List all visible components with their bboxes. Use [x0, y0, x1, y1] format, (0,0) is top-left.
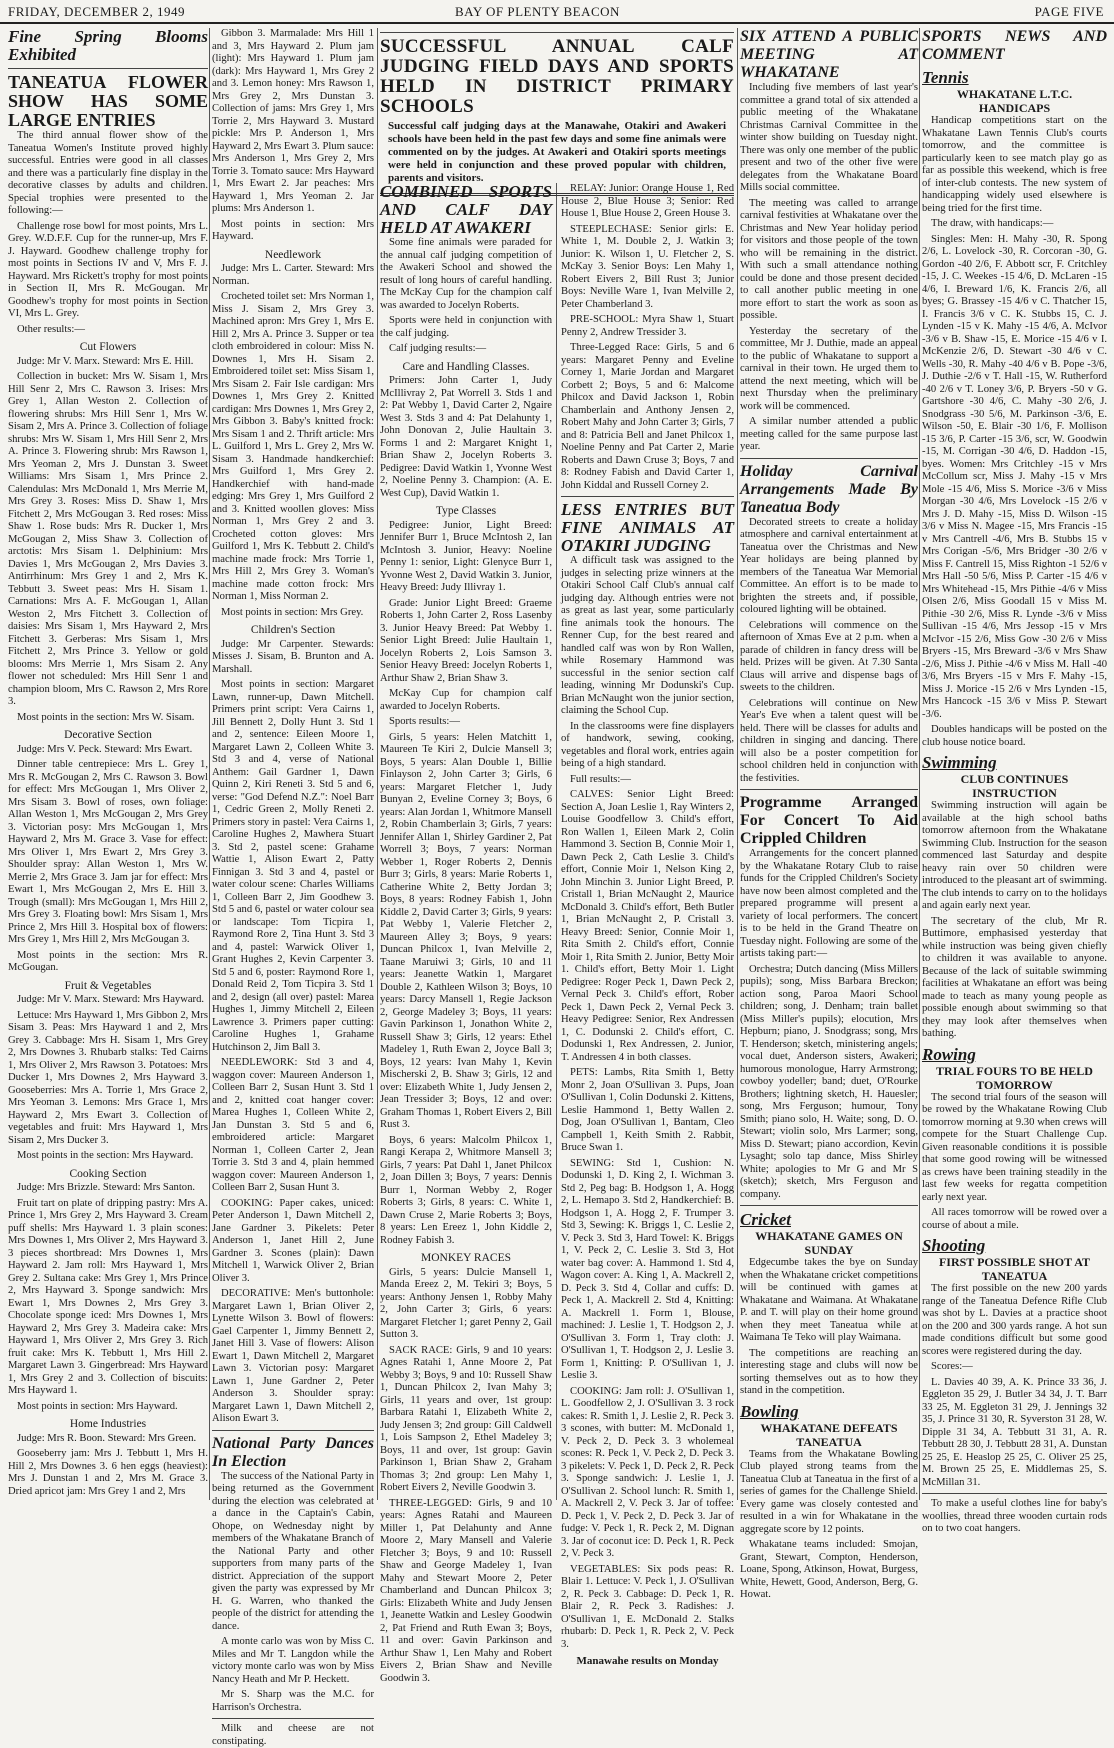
- divider: [740, 458, 918, 459]
- results-paragraph: Boys, 6 years: Malcolm Philcox 1, Rangi Kerapa 2, Whitmore Mansell 3; Girls, 7 years: Pat Dahl 1, Janet Philcox 2, Joan Dillen 3; Boys, 7 years: Dennis Burr 1, Norman Webby 2, Roger Roberts 3; Girls, 8 years: C. White 1, Dawn Cruse 2, Marie Roberts 3; Boys, 8 years: Len Ereez 1, John Kiddle 2, Rodney Fabish 3.: [380, 1134, 552, 1246]
- continuation-note: Manawahe results on Monday: [576, 1655, 719, 1667]
- column-1: [8, 28, 208, 1500]
- column-rule: [209, 28, 210, 1500]
- article-paragraph: Orchestra; Dutch dancing (Miss Millers pupils); song, Miss Barbara Breckon; action song, Paroa Maori School children; song, J. Denham; train ballet (Miss Miller's pupils); elocution, Mrs Hepburn; piano, J. Snodgrass; song, Mrs T. Henderson; sketch, ministering angels; vocal duet, Anderson sisters, Awakeri; humorous monologue, Harry Armstrong; cowboy yodeller; band; duet, O'Rourke Brothers; lightning sketch, H. Hauesler; song, Mrs Ferguson; humour, Tony Smith; piano solo, H. Waite; song, D. O. Stewart; violin solo, Mrs Larmer; song, Miss D. Stewart; piano accordion, Kevin Lysaght; solo tap dance, Miss Shirley White; apologies to Mr G and Mr S (sketch); sketch, Mrs Ferguson and company.: [740, 963, 918, 1200]
- column-rule: [377, 28, 378, 1500]
- results-paragraph: COOKING: Paper cakes, uniced: Peter Anderson 1, Dawn Mitchell 2, Jane Gardner 3. Pikelets: Peter Anderson 1, Janet Hill 2, June Gardner 3. Scones (plain): Dawn Mitchell 1, Warwick Oliver 2, Brian Oliver 3.: [212, 1197, 374, 1284]
- points-line: Most points in section: Mrs Hayward.: [17, 1400, 178, 1412]
- calf-judging-headline: SUCCESSFUL ANNUAL CALF JUDGING FIELD DAYS AND SPORTS HELD IN DISTRICT PRIMARY SCHOOLS: [380, 36, 734, 117]
- filler-note: To make a useful clothes line for baby's woollies, thread three wooden curtain rods on to two coat hangers.: [922, 1498, 1107, 1534]
- results-paragraph: SACK RACE: Girls, 9 and 10 years: Agnes Ratahi 1, Anne Moore 2, Pat Webby 3; Boys, 9 and 10: Russell Shaw 1, Duncan Philcox 2, Ivan Mahy 3; Girls, 11 years and over, 1st group: Barbara Ratahi 1, Elizabeth White 2, Judy Jensen 3; 2nd group: Gill Caldwell 1, Lois Sampson 2, Ethel Madeley 3; Boys, 11 and over, 1st group: Gavin Parkinson 1, Brian Shaw 2, Graham Thomas 3; 2nd group: Len Mahy 1, Robert Eivers 2, Neville Goodwin 3.: [380, 1344, 552, 1493]
- page-number: PAGE FIVE: [1034, 4, 1104, 19]
- bowling-heading: Bowling: [740, 1401, 799, 1421]
- awakeri-headline: COMBINED SPORTS AND CALF DAY HELD AT AWAKERI: [380, 182, 552, 237]
- article-paragraph: The success of the National Party in being returned as the Government during the election was celebrated at a dance in the Captain's Cabin, Ohope, on Wednesday night by members of the Whakatane Branch of the National Party and other supporters from many parts of the district. Appreciation of the support given the party was expressed by Mr H. G. Warren, who thanked the people of the district for attending the dance.: [212, 1470, 374, 1632]
- tennis-heading: Tennis: [922, 68, 969, 87]
- concert-headline: Programme Arranged For Concert To Aid Crippled Children: [740, 794, 918, 847]
- results-paragraph: SEWING: Std 1, Cushion: N. Dodunski 1, D. King 2, I. Wichman 3. Std 2, Peg bag: B. Hodgson 1, A. Hogg 2, L. Hemapo 3. Std 2, Handkerchief: B. Hodgson 1, A. Hogg 2, F. Trumper 3. Std 3, Sewing: K. Briggs 1, C. Leslie 2, V. Peck 3. Std 3, Hard Towel: K. Briggs 1, V. Peck 2, C. Leslie 3. Std 3, Hot water bag cover: A. Hammond 1. Std 4, Wagon cover: A. King 1, A. Mackrell 2, D. Peck 3. Std 4, Collar and cuffs: D. Peck 1, A. Mackrell 2. Std 4, Knitting: A. Mackrell 1. Form 1, Blouse, machined: J. Leslie 1, T. Hodgson 2, J. O'Sullivan 3. Form 1, Tray cloth: J. O'Sullivan 1, T. Hodgson 2, J. Leslie 3. Form 1, Knitting: P. O'Sullivan 1, J. Leslie 3.: [561, 1157, 734, 1381]
- article-paragraph: Teams from the Whakatane Bowling Club played strong teams from the Taneatua Club at Taneatua in the first of a series of games for the Challenge Shield. Every game was closely contested and resulted in a win for Whakatane in the aggregate score by 12 points.: [740, 1448, 918, 1535]
- results-paragraph: McKay Cup for champion calf awarded to Jocelyn Roberts.: [380, 688, 552, 712]
- results-paragraph: CALVES: Senior Light Breed: Section A, Joan Leslie 1, Ray Winters 2, Louise Goodfellow 3. Child's effort, Ron Wallen 1, Eileen Mark 2, Colin Hammond 3. Section B, Connie Moir 1, Dawn Peck 2, Cath Leslie 3. Child's effort, Connie Moir 1, Nelson King 2, John Minchin 3. Junior Light Breed, P. Cristall 1, Brian McNaught 2, Maurice McDonald 3. Child's effort, Beth Butler 1, Brian McNaught 2, P. Cristall 3. Heavy Breed: Senior, Connie Moir 1, Rita Smith 2. Child's effort, Connie Moir 1, Rita Smith 2. Junior, Betty Moir 1. Child's effort, Betty Moir 1. Light Pedigree: Roger Peck 1, Dawn Peck 2, Vernal Peck 3. Child's effort, Rober Peck 1, Dawn Peck 2, Vernal Peck 3. Heavy Pedigree: Senior, Rex Andressen 1, C. Dodunski 2. Child's effort, C. Dodunski 1, Rex Andressen, 2. Junior, T. Andressen 4 in both classes.: [561, 789, 734, 1063]
- article-paragraph: Swimming instruction will again be available at the high school baths tomorrow afternoon from the Whakatane Swimming Club. Instruction for the season commenced last Saturday and despite heavy rain over 50 children were introduced to the pleasant art of swimming. The club intends to carry on to the holidays and again early next year.: [922, 800, 1107, 911]
- section-heading: Fruit & Vegetables: [64, 979, 152, 992]
- article-paragraph: Scores:—: [931, 1361, 973, 1372]
- divider: [740, 789, 918, 790]
- cricket-subheading: WHAKATANE GAMES ON SUNDAY: [755, 1229, 903, 1257]
- article-paragraph: Full results:—: [570, 773, 631, 785]
- article-paragraph: Decorated streets to create a holiday atmosphere and carnival entertainment at Taneatua over the Christmas and New Year holidays are being planned by members of the Taneatua War Memorial Committee. An effort is to be made to brighten the streets and, if possible, coloured lighting will be obtained.: [740, 516, 918, 615]
- sports-news-headline: SPORTS NEWS AND COMMENT: [922, 28, 1107, 63]
- article-paragraph: Edgecumbe takes the bye on Sunday when the Whakatane cricket competitions will be continued with games at Whakatane and Waimana. At Whakatane P. and T. will play on their home ground when they meet Taneatua while at Waimana Te Teko will play Waimana.: [740, 1257, 918, 1343]
- results-paragraph: STEEPLECHASE: Senior girls: E. White 1, M. Double 2, J. Watkin 3; Junior: K. Wilson 1, U. Fletcher 2, S. McKay 3. Senior Boys: Len Mahy 1, Robert Eivers 2, Bill Rust 3; Junior Boys: Neville Ware 1, Ivan Melville 2, Peter Chamberland 3.: [561, 223, 734, 310]
- rowing-heading: Rowing: [922, 1044, 976, 1064]
- results-paragraph: Lettuce: Mrs Hayward 1, Mrs Gibbon 2, Mrs Sisam 3. Peas: Mrs Hayward 1 and 2, Mrs Grey 3. Cabbage: Mrs H. Sisam 1, Mrs Grey 2, Mrs Downes 3. Rhubarb stalks: Ted Cairns 1, Mrs Oliver 2, Mrs Rawson 3. Potatoes: Mrs Ducker 1, Mrs Downes 2, Mrs Hayward 3. Gooseberries: Mrs A. Torrie 1, Mrs Grace 2, Mrs Yeoman 3. Lemons: Mrs Grace 1, Mrs Hayward 2, Mrs Ewart 3. Collection of vegetables and fruit: Mrs Hayward 1, Mrs Sisam 2, Mrs Ducker 3.: [8, 1009, 208, 1146]
- judge-line: Judge: Mrs Brizzle. Steward: Mrs Santon.: [17, 1182, 196, 1193]
- article-paragraph: Celebrations will commence on the afternoon of Xmas Eve at 2 p.m. when a parade of children in fancy dress will be held. Prizes will be given. At 7.30 Santa Claus will arrive and dispense bags of sweets to the children.: [740, 619, 918, 693]
- divider: [212, 1430, 374, 1431]
- article-paragraph: The first possible on the new 200 yards range of the Taneatua Defence Rifle Club was shot by L. Davies at a practice shoot on the 200 and 300 yards range. A hot sun made conditions difficult but some good scores were registered during the day.: [922, 1283, 1107, 1357]
- results-paragraph: PETS: Lambs, Rita Smith 1, Betty Monr 2, Joan O'Sullivan 3. Pups, Joan O'Sullivan 1, Colin Dodunski 2. Kittens, Leslie Hammond 1, Betty Wallen 2. Dog, Joan O'Sullivan 1, Bantam, Cleo Campbell 1, Keith Smith 2. Rabbit, Bruce Swan 1.: [561, 1067, 734, 1153]
- article-paragraph: Arrangements for the concert planned by the Whakatane Rotary Club to raise funds for the Crippled Children's Society have now been almost completed and the prepared programme will present a variety of local performers. The concert is to be held in the Grand Theatre on Tuesday night. Following are some of the artists taking part:—: [740, 848, 918, 959]
- section-heading: Children's Section: [250, 624, 336, 636]
- article-paragraph: The competitions are reaching an interesting stage and clubs will now be sorting themselves out as to how they stand in the competition.: [740, 1347, 918, 1396]
- article-paragraph: The third annual flower show of the Taneatua Women's Institute proved highly successful. Entries were good in all classes and there was a particularly fine display in the decorative classes by adults and children. Special trophies were presented to the following:—: [8, 130, 208, 216]
- flower-show-headline: TANEATUA FLOWER SHOW HAS SOME LARGE ENTRIES: [8, 72, 208, 130]
- section-heading: MONKEY RACES: [421, 1252, 511, 1264]
- results-paragraph: PRE-SCHOOL: Myra Shaw 1, Stuart Penny 2, Andrew Tressider 3.: [561, 314, 734, 338]
- divider: [380, 32, 734, 33]
- results-paragraph: Gibbon 3. Marmalade: Mrs Hill 1 and 3, Mrs Hayward 2. Plum jam (light): Mrs Hayward 1. Plum jam (dark): Mrs Hayward 1, Mrs Grey 2 and 3. Lemon honey: Mrs Rawson 1, Mrs Grey 2, Mrs Dunstan 3. Collection of jams: Mrs Grey 1, Mrs Torrie 2, Mrs Hayward 3. Mustard pickle: Mrs P. Anderson 1, Mrs Hayward 2, Mrs Ewart 3. Plum sauce: Mrs Anderson 1, Mrs Grey 2, Mrs Torrie 3. Tomato sauce: Mrs Hayward 1, Mrs Ewart 2. Jar peaches: Mrs Hayward 1, Mrs Yeoman 2. Jar plums: Mrs Anderson 1.: [212, 28, 374, 214]
- results-paragraph: Girls, 5 years: Dulcie Mansell 1, Manda Ereez 2, M. Tekiri 3; Boys, 5 years: Anthony Jensen 1, Robby Mahy 2, John Carter 3; Girls, 6 years: Margaret Fletcher 1; garet Penny 2, Gail Sutton 3.: [380, 1266, 552, 1340]
- masthead: [0, 0, 1114, 24]
- calf-judging-lead: Successful calf judging days at the Manawahe, Otakiri and Awakeri schools have been held in the past few days and some fine animals were commented on by the judges. At Awakeri and Otakiri sports meetings were held in conjunction and these proved popular with children, parents and visitors.: [388, 120, 726, 184]
- points-line: Most points in section: Mrs Hayward.: [212, 218, 374, 242]
- points-line: Most points in section: Mrs Grey.: [221, 606, 364, 618]
- article-paragraph: The draw, with handicaps:—: [931, 218, 1054, 229]
- article-paragraph: Celebrations will continue on New Year's Eve when a talent quest will be held. There will be classes for adults and children in singing and dancing. There will also be a poster competition for school children held in conjunction with the festivities.: [740, 697, 918, 784]
- column-rule: [919, 28, 920, 1500]
- results-paragraph: VEGETABLES: Six pods peas: R. Blair 1. Lettuce: V. Peck 1, J. O'Sullivan 2, R. Peck 3. Cabbage: D. Peck 1, R. Blair 2, R. Peck 3. Radishes: J. O'Sullivan 1, E. McDonald 2. Stalks rhubarb: D. Peck 1, R. Peck 2, V. Peck 3.: [561, 1563, 734, 1650]
- national-party-headline: National Party Dances In Election: [212, 1434, 374, 1470]
- divider: [212, 1718, 374, 1719]
- article-paragraph: A monte carlo was won by Miss C. Miles and Mr T. Langdon while the victory monte carlo was won by Miss Nancy Heath and Mr P. Heckett.: [212, 1636, 374, 1685]
- results-paragraph: Crocheted toilet set: Mrs Norman 1, Miss J. Sisam 2, Mrs Grey 3. Machined apron: Mrs Grey 1, Mrs E. Hill 2, Mrs A. Prince 3. Supper or tea cloth embroidered in colour: Miss N. Downes 1, Mrs H. Sisam 2. Embroidered toilet set: Miss Sisam 1, Mrs Sisam 2. Fair Isle cardigan: Mrs Downes 1, Mrs Grey 2. Knitted cardigan: Mrs Downes 1, Mrs Grey 2, Mrs Gibbon 3. Baby's knitted frock: Mrs Sisam 1 and 2. Thrift article: Mrs L. Guilford 1, Mrs L. Grey 2, Mrs W. Sisam 3. Handmade handkerchief: Mrs Guilford 1, Mrs Grey 2. Handkerchief with hand-made edging: Mrs Grey 1, Mrs Guilford 2 and 3. Knitted woollen gloves: Miss Norman 1, Mrs Grey 2 and 3. Crocheted cotton gloves: Mrs Guilford 1, Mrs K. Tebbutt 2. Child's machine made frock: Mrs Torrie 1, Mrs Hill 2, Mrs Grey 3. Woman's machine made cotton frock: Mrs Norman 1, Miss Norman 2.: [212, 291, 374, 602]
- section-heading: Care and Handling Classes.: [402, 360, 530, 373]
- divider: [561, 496, 734, 497]
- judge-line: Judge: Mr V. Marx. Steward: Mrs E. Hill.: [17, 355, 194, 367]
- article-paragraph: Challenge rose bowl for most points, Mrs L. Grey. W.D.F.F. Cup for the runner-up, Mrs F. J. Hayward. Goodhew challenge trophy for most points in Sections IV and V, Mrs F. J. Hayward. Mrs Rickett's trophy for most points in Section II, Mrs R. McGougan. Mr Goodhew's trophy for most points in Section VI, Mrs L. Grey.: [8, 220, 208, 319]
- points-line: Most points in the section: Mrs R. McGougan.: [8, 949, 208, 973]
- rowing-subheading: TRIAL FOURS TO BE HELD TOMORROW: [936, 1063, 1093, 1092]
- results-paragraph: NEEDLEWORK: Std 3 and 4, waggon cover: Maureen Anderson 1, Colleen Barr 2, Susan Hunt 3. Std 1 and 2, knitted coat hanger cover: Marea Hughes 1, Colleen White 2, Jan Dunstan 3. Std 5 and 6, embroidered article: Margaret Norman 1, Colleen Carter 2, Jean Torrie 3. Std 3 and 4, plain hemmed waggon cover: Maureen Anderson 1, Colleen Barr 2, Susan Hunt 3.: [212, 1057, 374, 1193]
- results-paragraph: Most points in section: Margaret Lawn, runner-up, Dawn Mitchell. Primers print script: Vera Cairns 1, Jill Bennett 2, Dolly Hunt 3. Std 1 and 2, sentence: Eileen Moore 1, Margaret Lawn 2, Colleen White 3. Std 3 and 4, verse of National Anthem: Gail Gardner 1, Dawn Quinn 2, Kiri Reneti 3. Std 5 and 6, verse: "God Defend N.Z.": Noel Barr 1, Cedric Green 2, Molly Reneti 2. Primers story in pastel: Vera Cairns 1, Caroline Hughes 2, Mawhera Stuart 3. Std 2, pastel scene: Grahame Wattie 1, Alison Ewart 2, Patty Finnigan 3. Std 3 and 4, pastel or water colour scene: Charles Williams 1, Colleen Barr 2, Jim Goodhew 3. Std 5 and 6, pastel or water colour sea or landscape: Tom Ticpira 1, Raymond Rore 2, Tina Hunt 3. Std 3 and 4, pastel: Warwick Oliver 1, Grant Hughes 2, Kevin Carpenter 3. Std 5 and 6, poster: Raymond Rore 1, Donald Reid 2, Tom Ticpira 3. Std 1 and 2, design (all over) pastel: Marea Hughes 1, Jimmy Mitchell 2, Eileen Lawrence 3. Primers paper cutting: Caroline Hughes 1, Grahame Hutchinson 2, Jim Ball 3.: [212, 679, 374, 1053]
- article-paragraph: Other results:—: [17, 323, 85, 335]
- cricket-heading: Cricket: [740, 1210, 791, 1229]
- results-paragraph: Singles: Men: H. Mahy -30, R. Spong 2/6, L. Lovelock -30, R. Corcoran -30, G. Gordon -40 2/6, F. Abbott scr, F. Critchley -15, J. C. Weekes -15 4/6, D. McLaren -15 4/6, I. Breward 1/6, K. Francis 2/6, all byes; G. Brassey -15 4/6 v C. Thatcher 15, I. Francis 3/6 v C. K. Stubbs 15, C. J. Lynden -15 v K. Mahy -15 4/6, A. McIvor -3/6 v B. Shaw -15, E. Morice -15 4/6 v I. McKenzie 2/6, D. Stewart -30 4/6 v C. Wells -30, R. Mahy -40 4/6 v B. Pope -3/6, J. Duthie -2/6 v T. Hall -15, W. Rutherford -40 2/6 v T. Loney 3/6, P. Bryers -50 v G. Gartshore -30 4/6, C. Mahy -30 2/6, J. Snodgrass -30 5/6, M. Parkinson -3/6, E. Wilson -50, E. Blair -30 1/6, F. Mollison -15 3/6, P. Carter -15 3/6, scr, W. Goodwin -15, M. Corrigan -30 4/6, D. Haddon -15, byes. Women: Mrs Critchley -15 v Mrs McCollum scr, Miss J. Mahy -15 v Mrs Mole -15 4/6, Miss S. Morice -3/6 v Miss Morgan -30 4/6, Mrs Lovelock -15 2/6 v Mrs J. D. Mahy -15, Miss D. Wilson -15 3/6 v Miss N. Magee -15, Mrs Francis -15 v Mrs Cantrell -4/6, Mrs B. Stubbs 15 v Mrs Corigan -5/6, Mrs Bridger -30 2/6 v Miss F. Cantrell 15, Miss Righton -1 52/6 v Mrs Hall -50 5/6, Miss P. Carter -15 4/6 v Mrs Whitehead -15, Mrs Pithie -4/6 v Miss Olsen 2/6, Miss Goodall 15 v Miss M. Pithie -30 2/6, Miss R. Lynde -3/6 v Miss Sullivan -15 4/6, Mrs Jessop -15 v Mrs McIvor -15 2/6, Miss Gow -30 2/6 v Miss Bryers -15, Mrs Breward -3/6 v Mrs Shaw -2/6, Miss J. Pithie -4/6 v Miss M. Hall -40 3/6, Mrs Bryers -15 v Mrs F. Mahy -15, Miss J. Morice -15 2/6 v Mrs Lynden -15, Mrs Hancock -15 3/6 v Miss P. Stewart -3/6.: [922, 233, 1107, 720]
- calf-judging-header: [380, 28, 734, 184]
- column-2: [212, 28, 374, 1747]
- results-paragraph: Gooseberry jam: Mrs J. Tebbutt 1, Mrs H. Hill 2, Mrs Downes 3. 6 hen eggs (heaviest): Mrs J. Dunstan 1 and 2, Mrs M. Grace 3. Dried apricot jam: Mrs Grey 1 and 2, Mrs: [8, 1448, 208, 1497]
- results-paragraph: Primers: John Carter 1, Judy McIllivray 2, Pat Worrell 3. Stds 1 and 2: Pat Webby 1, David Carter 2, Ngaire West 3. Stds 3 and 4: Pat Delahunty 1, John Donovan 2, Julie Haultain 3. Forms 1 and 2: Margaret Knight 1, Brian Shaw 2, Jocelyn Roberts 3. Pedigree: David Watkin 1, Yvonne West 2, Noeline Penny 3. Champion: (A. E. West Cup), David Watkin 1.: [380, 375, 552, 499]
- section-heading: Decorative Section: [64, 729, 152, 741]
- bowling-subheading: WHAKATANE DEFEATS TANEATUA: [760, 1420, 898, 1449]
- judge-line: Judge: Mrs R. Boon. Steward: Mrs Green.: [17, 1432, 197, 1444]
- points-line: Most points in the section: Mrs W. Sisam.: [17, 711, 195, 723]
- swimming-heading: Swimming: [922, 753, 997, 772]
- results-paragraph: Dinner table centrepiece: Mrs L. Grey 1, Mrs R. McGougan 2, Mrs C. Rawson 3. Bowl for effect: Mrs McGougan 1, Mrs Oliver 2, Mrs Sisam 3. Bowl of roses, own foliage: Allan Weston 1, Mrs McGougan 2, Mrs Grey 3. Victorian posy: Mrs McGougan 1, Mrs Hayward 2, Mrs M. Grace 3. Vase for effect: Mrs Oliver 1, Mrs Ewart 2, Mrs Grey 3. Shoulder spray: Allan Weston 1, Mrs W. Merrie 2, Mrs Grace 3. Jam jar for effect: Mrs Ewart 1, Mrs McGougan 2, Mrs E. Hill 3. Trough (small): Mrs McGougan 1, Mrs Hill 2, Mrs Grey 3. Floating bowl: Mrs Sisam 1, Mrs Prince 2, Mrs Hill 3. Hospital box of flowers: Mrs Grey 1, Mrs Hill 2, Mrs McGougan 3.: [8, 759, 208, 945]
- results-paragraph: Fruit tart on plate of dripping pastry: Mrs A. Prince 1, Mrs Grey 2, Mrs Hayward 3. Cream puff shells: Mrs Hayward 1. 3 plain scones: Mrs Downes 1, Mrs Oliver 2, Mrs Hayward 3. 3 pieces shortbread: Mrs Downes 1, Mrs Hayward 2. Jam roll: Mrs Hayward 1, Mrs Grey 2. Sultana cake: Mrs Grey 1, Mrs Prince 2, Mrs Hayward 3. Sponge sandwich: Mrs Ewart 1, Mrs Downes 2, Mrs Grey 3. Chocolate sponge iced: Mrs Downes 1, Mrs Hayward 2, Mrs Grey 3. Madeira cake: Mrs Hayward 1, Mrs Oliver 2, Mrs Grey 3. Rich fruit cake: Mrs K. Tebbutt 1, Mrs Hill 2. Margaret Lawn 3. Gingerbread: Mrs Hayward 1, Mrs Grey 2 and 3. Collection of biscuits: Mrs Hayward 1.: [8, 1197, 208, 1396]
- article-paragraph: The secretary of the club, Mr R. Buttimore, emphasised yesterday that while instruction was being given chiefly to children it was available to anyone. Because of the lack of suitable swimming facilities at Whakatane an effort was being made to teach as many young people as possible enough about swimming so that they may look after themselves when bathing.: [922, 915, 1107, 1039]
- otakiri-headline: LESS ENTRIES BUT FINE ANIMALS AT OTAKIRI JUDGING: [561, 500, 734, 555]
- filler-note: Milk and cheese are not constipating.: [212, 1723, 374, 1747]
- article-paragraph: Whakatane teams included: Smojan, Grant, Stewart, Compton, Henderson, Loane, Spong, Atkinson, Howat, Burgess, White, Hewett, Good, Anderson, Berg, G. Howat.: [740, 1539, 918, 1600]
- article-paragraph: Handicap competitions start on the Whakatane Lawn Tennis Club's courts tomorrow, and the committee is particularly keen to see match play go as far as possible this weekend, which is free of inter-club contests. The new system of handicapping widely used elsewhere is being tried for the first time.: [922, 115, 1107, 214]
- results-paragraph: Three-Legged Race: Girls, 5 and 6 years: Margaret Penny and Eveline Corney 1, Marie Jordan and Margaret Corbett 2; Boys, 5 and 6: Malcome Philcox and David Jackson 1, Robin Chamberlain and Anthony Jensen 2, Robert Mahy and John Carter 3; Girls, 7 and 8: Patricia Bell and Janet Philcox 1, Noeline Penny and Pat Carter 2, Marie Roberts and Dawn Cruse 3; Boys, 7 and 8: Rodney Fabish and David Carter 1, John Kiddal and Russell Corney 2.: [561, 342, 734, 491]
- divider: [8, 68, 208, 69]
- divider: [740, 1205, 918, 1206]
- results-paragraph: Sports results:—: [389, 716, 460, 727]
- issue-date: FRIDAY, DECEMBER 2, 1949: [8, 4, 186, 19]
- article-paragraph: Yesterday the secretary of the committee, Mr J. Duthie, made an appeal to the public of Whakatane to support a carnival in their town. He urged them to attend the next meeting, which will be next Thursday when the preliminary work will be commenced.: [740, 325, 918, 412]
- divider: [922, 1493, 1107, 1494]
- results-paragraph: Collection in bucket: Mrs W. Sisam 1, Mrs Hill Senr 2, Mrs C. Rawson 3. Irises: Mrs Grey 1, Allan Weston 2. Collection of flowering shrubs: Mrs Hill Senr 1, Mrs W. Sisam 2, Mrs A. Prince 3. Collection of foliage shrubs: Mrs W. Sisam 1, Mrs Hill Senr 2, Mrs A. Prince 3. Flowering shrub: Mrs Rawson 1, Mrs Yeoman 2, Mrs J. Dunstan 3. Sweet Williams: Mrs Sisam 1, Mrs Prince 2. Calendulas: Mrs McDonald 1, Mrs Merrie M, Mrs Grey 3. Roses: Miss D. Shaw 1, Mrs Fitchett 2, Mrs McGougan 3. Red roses: Miss Shaw 1. Rose buds: Mrs R. Ducker 1, Mrs McGougan 2, Miss Shaw 3. Collection of arctotis: Mrs Sisam 1. Delphinium: Mrs Davies 1, Mrs McGougan 2, Mrs Davies 3. Antirrhinum: Mrs Grey 1 and 2, Mrs K. Tebbutt 3. Sweet peas: Mrs H. Sisam 1. Carnations: Mrs A. F. McGougan 1, Allan Weston 2, Mrs Fitchett 3. Collection of daisies: Mrs Sisam 1, Mrs Hayward 2, Mrs Fitchett 3. Gerberas: Mrs Sisam 1, Mrs Fitchett 2, Mrs Prince 3. Yellow or gold blooms: Mrs Merrie 1, Mrs Sisam 2. Any flower not scheduled: Mrs Hill Senr 1 and champion bloom, Mrs C. Rawson 2, Mrs Rore 3.: [8, 371, 208, 707]
- section-heading: Cooking Section: [69, 1167, 147, 1180]
- flower-show-kicker: Fine Spring Blooms Exhibited: [8, 27, 208, 64]
- article-paragraph: Sports were held in conjunction with the calf judging.: [380, 315, 552, 339]
- column-rule: [737, 28, 738, 1500]
- points-line: Most points in the section: Mrs Hayward.: [17, 1150, 194, 1161]
- judge-line: Judge: Mrs L. Carter. Steward: Mrs Norman.: [212, 263, 374, 287]
- column-4: [740, 28, 918, 1600]
- article-paragraph: A difficult task was assigned to the judges in selecting prize winners at the Otakiri School Calf Club's annual calf judging day. Although entries were not as great as last year, some particularly fine animals took the honours. The Renner Cup, for the best reared and handled calf was won by Ron Wallen, while Rosemary Hammond was successful in the senior section calf leading, winning Mr Dodunski's Cup. Brian McNaught won the junior section, claiming the School Cup.: [561, 555, 734, 716]
- tennis-subheading: WHAKATANE L.T.C. HANDICAPS: [956, 87, 1073, 115]
- results-paragraph: L. Davies 40 39, A. K. Prince 33 36, J. Eggleton 35 29, J. Butler 34 34, J. T. Barr 33 25, M. Eggleton 31 29, J. Jennings 32 35, J. Prince 31 30, R. Syverston 31 28, W. Dipple 31 34, A. Tebbutt 31 31, A. R. Tebbutt 28 30, J. Tebbutt 28 31, A. Dunstan 25 25, E. Heaslop 25 25, C. Oliver 25 25, M. Brown 25 25, E. Middlemas 25, S. McMillan 31.: [922, 1376, 1107, 1488]
- shooting-subheading: FIRST POSSIBLE SHOT AT TANEATUA: [938, 1255, 1091, 1283]
- article-paragraph: Mr S. Sharp was the M.C. for Harrison's Orchestra.: [212, 1689, 374, 1713]
- section-heading: Home Industries: [69, 1418, 147, 1430]
- section-heading: Type Classes: [435, 505, 497, 517]
- article-paragraph: The meeting was called to arrange carnival festivities at Whakatane over the Christmas and New Year holiday period for visitors and those people of the town who will be remaining in the district. With such a small attendance nothing could be done and those present decided to call another public meeting in one more effort to start the work as soon as possible.: [740, 197, 918, 321]
- article-paragraph: Some fine animals were paraded for the annual calf judging competition of the Awakeri School and showed the result of long hours of careful handling. The McKay Cup for the champion calf was awarded to Jocelyn Roberts.: [380, 237, 552, 311]
- article-paragraph: The second trial fours of the season will be rowed by the Whakatane Rowing Club tomorrow morning at 9.30 when crews will compete for the Stuart Challenge Cup. Given reasonable conditions it is possible that some good rowing will be witnessed as crews have been training steadily in the last few weeks for regatta competition early next year.: [922, 1091, 1107, 1203]
- judge-line: Judge: Mrs V. Peck. Steward: Mrs Ewart.: [17, 743, 193, 755]
- column-5: [922, 28, 1107, 1534]
- column-3b: [561, 183, 734, 1667]
- article-paragraph: Calf judging results:—: [389, 343, 487, 354]
- article-paragraph: A similar number attended a public meeting called for the same purpose last year.: [740, 416, 918, 452]
- section-heading: Needlework: [264, 248, 322, 261]
- results-paragraph: THREE-LEGGED: Girls, 9 and 10 years: Agnes Ratahi and Maureen Miller 1, Pat Delahunty and Anne Moore 2, Mary Mansell and Valerie Fletcher 3; Boys, 9 and 10: Russell Shaw and George Madeley 1, Ivan Mahy and Stewart Moore 2, Peter Chamberland and Duncan Philcox 3; Girls: Elizabeth White and Judy Jensen 1, Jeanette Watkin and Lesley Goodwin 2, Pat Friend and Ruth Ewan 3; Boys, 11 and over: Gavin Parkinson and Arthur Shaw 1, Len Mahy and Robert Eivers 2, Brian Shaw and Neville Goodwin 3.: [380, 1497, 552, 1684]
- shooting-heading: Shooting: [922, 1236, 986, 1255]
- results-paragraph: Girls, 5 years: Helen Matchitt 1, Maureen Te Kiri 2, Dulcie Mansell 3; Boys, 5 years: Alan Double 1, Billie Finlayson 2, John Carter 3; Girls, 6 years: Margaret Fletcher 1, Judy Bunyan 2, Eveline Corney 3; Boys, 6 years: Alan Jordan 1, Whitmore Mansell 2, Robin Chamberlain 3; Girls, 7 years: Jennifer Allan 1, Shirley Gardiner 2, Pat Worrell 3; Boys, 7 years: Norman Webber 1, Roger Roberts 2, Dennis Burr 3; Girls, 8 years: Marie Roberts 1, Catherine White 2, Betty Jordan 3; Boys, 8 years: Rodney Fabish 1, John Kiddle 2, David Carter 3; Girls, 9 years: Pat Webby 1, Valerie Fletcher 2, Maureen Alley 3; Boys, 9 years: Duncan Philcox 1, Ivan Melville 2, Taane Maruiwi 3; Girls, 10 and 11 years: Jeanette Watkin 1, Margaret Double 2, Kathleen Wilson 3; Boys, 10 years: Darcy Mansell 1, Regie Jackson 2, George Madeley 3; Boys, 11 years: Gavin Parkinson 1, Jonathon White 2, Russell Shaw 3; Girls, 12 years: Ethel Madeley 1, Ruth Ewan 2, Joyce Ball 3; Boys, 12 years: Ivan Mahy 1, Kevin Mischerski 2, B. Shaw 3; Girls, 12 and over: Elizabeth White 1, Judy Jensen 2, Jean Tressider 3; Boys, 12 and over: Graham Thomas 1, Robert Eivers 2, Bill Rust 3.: [380, 731, 552, 1130]
- column-rule: [556, 183, 557, 1500]
- results-paragraph: COOKING: Jam roll: J. O'Sullivan 1, L. Goodfellow 2, J. O'Sullivan 3. 3 rock cakes: R. Smith 1, J. Leslie 2, R. Peck 3. 3 scones, with butter: M. McDonald 1, V. Peck 2, D. Peck 3. 3 wholemeal scones: R. Peck 1, V. Peck 2, D. Peck 3. 3 pikelets: V. Peck 1, D. Peck 2, R. Peck 3. Sponge sandwich: J. Leslie 1, J. O'Sullivan 2. School lunch: R. Smith 1, A. Mackrell 2, V. Peck 3. Jar of toffee: D. Peck 1, V. Peck 2, D. Peck 3. Jar of fudge: V. Peck 1, R. Peck 2, M. Dignan 3. Jar of coconut ice: D. Peck 1, R. Peck 2, V. Peck 3.: [561, 1385, 734, 1559]
- paper-name: BAY OF PLENTY BEACON: [455, 4, 620, 19]
- section-heading: Cut Flowers: [79, 341, 137, 353]
- article-paragraph: Including five members of last year's committee a grand total of six attended a public meeting of the Whakatane Christmas Carnival Committee in the winter show building on Tuesday night. There was only one member of the public present and two of the other five were delegates from the Whakatane Board Mills social committee.: [740, 82, 918, 193]
- carnival-meeting-headline: SIX ATTEND A PUBLIC MEETING AT WHAKATANE: [740, 28, 918, 81]
- results-paragraph: DECORATIVE: Men's buttonhole: Margaret Lawn 1, Brian Oliver 2, Lynette Wilson 3. Bowl of flowers: Gael Carpenter 1, Jimmy Bennett 2, Janet Hill 3. Vase of flowers: Alison Ewart 1, Dawn Mitchell 2, Margaret Lawn 3. Victorian posy: Margaret Lawn 1, June Gardner 2, Peter Anderson 3. Shoulder spray: Margaret Lawn 1, Dawn Mitchell 2, Alison Ewart 3.: [212, 1288, 374, 1424]
- column-3a: [380, 182, 552, 1684]
- article-paragraph: All races tomorrow will be rowed over a course of about a mile.: [922, 1207, 1107, 1231]
- swimming-subheading: CLUB CONTINUES INSTRUCTION: [960, 772, 1069, 800]
- judge-line: Judge: Mr Carpenter. Stewards: Misses J. Sisam, B. Brunton and A. Marshall.: [212, 638, 374, 675]
- article-paragraph: In the classrooms were fine displayers of handwork, sewing, cooking, vegetables and floral work, entries again being of a high standard.: [561, 720, 734, 769]
- results-paragraph: Grade: Junior Light Breed: Graeme Roberts 1, John Carter 2, Ross Lasenby 3. Junior Heavy Breed: Pat Webby 1. Senior Light Breed: Julie Haultain 1, Jocelyn Roberts 2, Lois Samson 3. Senior Heavy Breed: Jocelyn Roberts 1, Arthur Shaw 2, Brian Shaw 3.: [380, 597, 552, 684]
- holiday-carnival-headline: Holiday Carnival Arrangements Made By Taneatua Body: [740, 462, 918, 516]
- article-paragraph: Doubles handicaps will be posted on the club house notice board.: [922, 724, 1107, 748]
- results-paragraph: Pedigree: Junior, Light Breed: Jennifer Burr 1, Bruce McIntosh 2, Ian McIntosh 3. Junior, Heavy: Noeline Penny 1: senior, Light: Glenyce Burr 1, Yvonne West 2, David Watkin 3. Junior, Heavy Breed: Judy Illivray 1.: [380, 519, 552, 593]
- judge-line: Judge: Mr V. Marx. Steward: Mrs Hayward.: [17, 994, 205, 1005]
- results-paragraph: RELAY: Junior: Orange House 1, Red House 2, Blue House 3; Senior: Red House 1, Blue House 2, Green House 3.: [561, 183, 734, 219]
